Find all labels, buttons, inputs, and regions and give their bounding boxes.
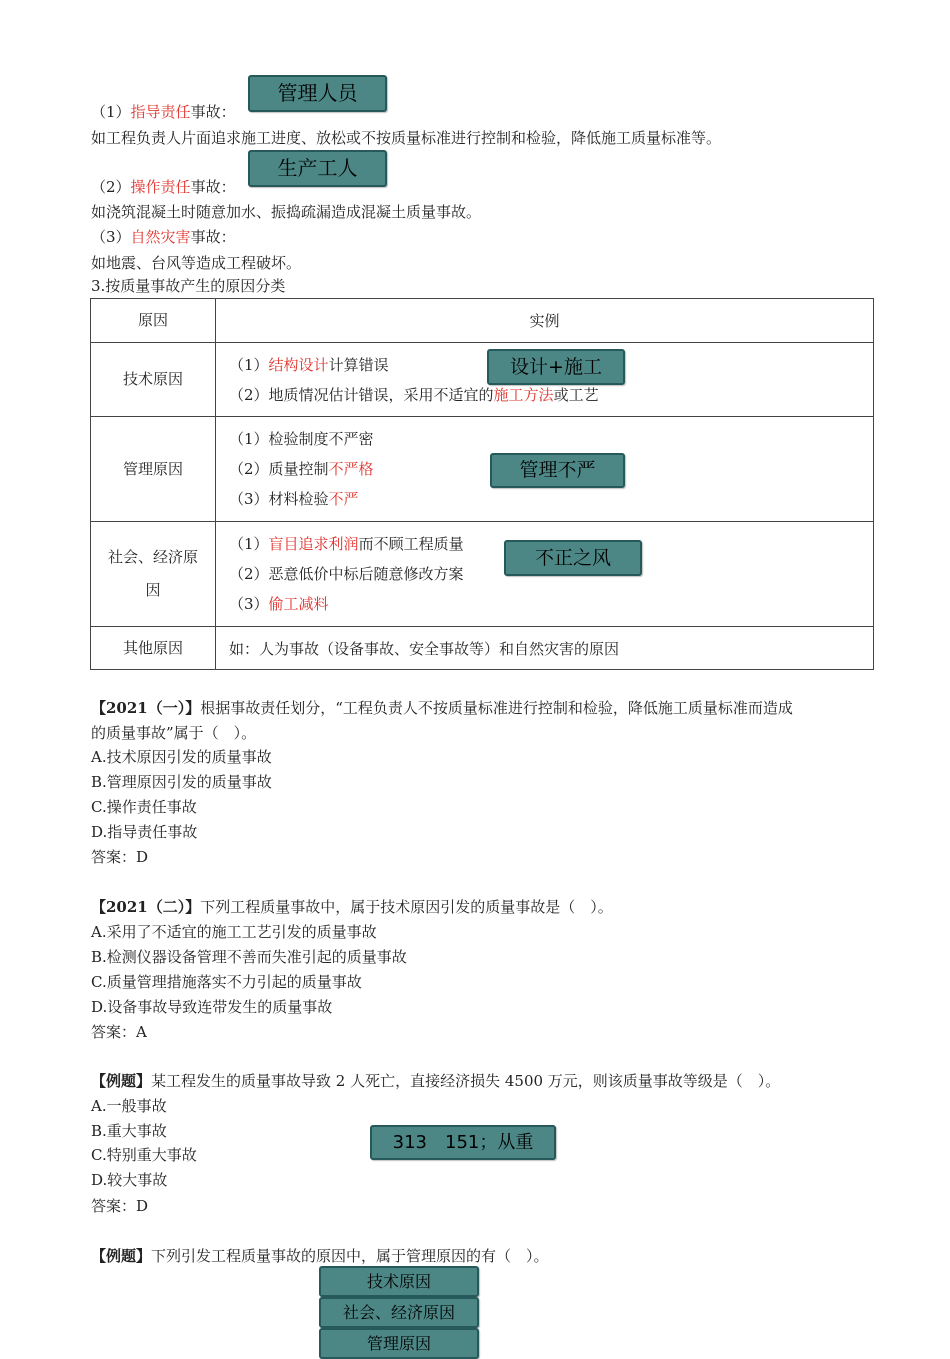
tag-bottom-tech: 技术原因 — [319, 1266, 479, 1297]
tag-guanli-buyan: 管理不严 — [490, 453, 625, 488]
mgmt-reason-label: 管理原因 — [91, 417, 216, 522]
resp-item-1-desc: 如工程负责人片面追求施工进度、放松或不按质量标准进行控制和检验，降低施工质量标准等。 — [91, 129, 722, 147]
q2-option-b: B.检测仪器设备管理不善而失准引起的质量事故 — [91, 948, 407, 966]
q3-option-d: D.较大事故 — [91, 1171, 168, 1189]
table-row — [91, 627, 874, 670]
section-3-title: 3.按质量事故产生的原因分类 — [91, 277, 286, 295]
resp-item-2-title: （2）操作责任事故： — [91, 178, 236, 196]
tag-bottom-mgmt: 管理原因 — [319, 1328, 479, 1359]
table-row — [91, 343, 874, 417]
tag-guanli-renyuan: 管理人员 — [248, 75, 387, 112]
table-row — [91, 522, 874, 627]
q1-option-a: A.技术原因引发的质量事故 — [91, 748, 272, 766]
table-row — [91, 417, 874, 522]
cause-table — [90, 298, 874, 670]
social-reason-examples: （1）盲目追求利润而不顾工程质量 （2）恶意低价中标后随意修改方案 （3）偷工减料 — [216, 522, 874, 627]
q2-answer: 答案：A — [91, 1023, 147, 1041]
q3-answer: 答案：D — [91, 1197, 149, 1215]
tag-bottom-social: 社会、经济原因 — [319, 1297, 479, 1328]
q2-stem: 【2021（二）】下列工程质量事故中，属于技术原因引发的质量事故是（ ）。 — [91, 898, 613, 916]
q3-option-c: C.特别重大事故 — [91, 1146, 197, 1164]
other-reason-label: 其他原因 — [91, 627, 216, 670]
table-header-row — [91, 299, 874, 343]
q3-option-b: B.重大事故 — [91, 1122, 167, 1140]
q1-option-d: D.指导责任事故 — [91, 823, 198, 841]
social-reason-label: 社会、经济原因 — [91, 522, 216, 627]
resp-item-3-desc: 如地震、台风等造成工程破坏。 — [91, 254, 302, 272]
resp-item-2-desc: 如浇筑混凝土时随意加水、振捣疏漏造成混凝土质量事故。 — [91, 203, 482, 221]
tag-level-hint: 313 151；从重 — [370, 1125, 556, 1160]
q1-option-b: B.管理原因引发的质量事故 — [91, 773, 272, 791]
other-reason-text: 如：人为事故（设备事故、安全事故等）和自然灾害的原因 — [216, 627, 874, 670]
tech-reason-label: 技术原因 — [91, 343, 216, 417]
tag-shengchan-gongren: 生产工人 — [248, 150, 387, 187]
tech-reason-examples: （1）结构设计计算错误 （2）地质情况估计错误，采用不适宜的施工方法或工艺 — [216, 343, 874, 417]
q1-stem-line-1: 【2021（一）】根据事故责任划分，“工程负责人不按质量标准进行控制和检验，降低施工质量标准而造成 — [91, 699, 793, 717]
q3-stem: 【例题】某工程发生的质量事故导致 2 人死亡，直接经济损失 4500 万元，则该质量事故等级是（ ）。 — [91, 1072, 781, 1090]
tag-sheji-shigong: 设计+施工 — [487, 349, 625, 385]
q3-option-a: A.一般事故 — [91, 1097, 167, 1115]
resp-item-1-title: （1）指导责任事故： — [91, 103, 236, 121]
resp-item-3-title: （3）自然灾害事故： — [91, 228, 236, 246]
q4-stem: 【例题】下列引发工程质量事故的原因中，属于管理原因的有（ ）。 — [91, 1247, 549, 1265]
q1-stem-line-2: 的质量事故”属于（ ）。 — [91, 724, 257, 742]
tag-buzheng-zhifeng: 不正之风 — [504, 540, 642, 576]
q2-option-c: C.质量管理措施落实不力引起的质量事故 — [91, 973, 362, 991]
header-example: 实例 — [216, 299, 874, 343]
q1-answer: 答案：D — [91, 848, 149, 866]
header-reason: 原因 — [91, 299, 216, 343]
q2-option-d: D.设备事故导致连带发生的质量事故 — [91, 998, 333, 1016]
mgmt-reason-examples: （1）检验制度不严密 （2）质量控制不严格 （3）材料检验不严 — [216, 417, 874, 522]
q1-option-c: C.操作责任事故 — [91, 798, 197, 816]
q2-option-a: A.采用了不适宜的施工工艺引发的质量事故 — [91, 923, 377, 941]
